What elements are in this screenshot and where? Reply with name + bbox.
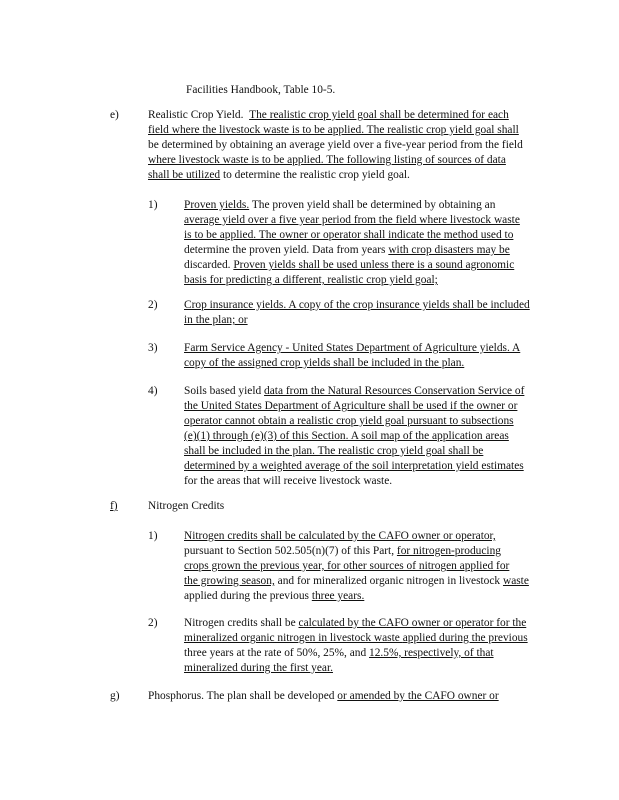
item-f2-text: three years at the rate of 50%, 25%, and xyxy=(184,647,370,659)
section-e-line-1 xyxy=(148,108,509,123)
item-f2-line: mineralized during the first year. xyxy=(184,662,333,674)
item-e4-line: determined by a weighted average of the soil interpretation yield estimates xyxy=(184,460,524,472)
item-e1-text: average yield over a five year period from the field where livestock waste xyxy=(184,214,520,226)
item-f2-text: mineralized organic nitrogen in livestock waste xyxy=(184,632,403,644)
item-e4-line: the United States Department of Agriculture shall be used if the owner or xyxy=(184,400,518,412)
item-e1-text: determine the proven yield. Data from years xyxy=(184,244,389,256)
section-f-title: Nitrogen Credits xyxy=(148,500,225,512)
item-f1-text: three years. xyxy=(311,590,365,602)
item-e1-text: Proven yields shall be used unless there is a sound agronomic xyxy=(233,259,515,271)
section-g-text: The plan shall be developed xyxy=(204,690,338,702)
item-e2-line: Crop insurance yields. A copy of the crop insurance yields shall be included xyxy=(184,299,530,311)
section-g-text: Phosphorus. xyxy=(148,690,205,702)
item-f1-line: Nitrogen credits shall be calculated by the CAFO owner or operator, xyxy=(184,530,496,542)
section-e-line-5 xyxy=(148,168,410,183)
section-g-line xyxy=(148,689,499,704)
item-e1-text: Proven yields. xyxy=(184,199,250,211)
item-f1-line: crops grown the previous year, for other sources of nitrogen applied for xyxy=(184,560,510,572)
section-e-text: to determine the realistic crop yield goal. xyxy=(220,169,410,181)
item-e1-line: is to be applied. The owner or operator shall indicate the method used to xyxy=(184,229,514,241)
section-e-title: Realistic Crop Yield. xyxy=(148,109,244,121)
continuation-line: Facilities Handbook, Table 10-5. xyxy=(186,84,336,96)
section-e-text: The realistic crop yield goal shall be determined for each xyxy=(249,109,509,121)
item-e3-line: copy of the assigned crop yields shall be included in the plan. xyxy=(184,357,465,369)
item-f1-text: and for mineralized organic nitrogen in livestock xyxy=(274,575,503,587)
item-e4-text: Soils based yield xyxy=(184,385,265,397)
section-e-line-3 xyxy=(148,138,523,153)
item-e4-line: operator cannot obtain a realistic crop yield goal pursuant to subsections xyxy=(184,415,514,427)
item-f2-line xyxy=(184,646,494,661)
item-f2-line xyxy=(184,616,526,631)
item-e1-line xyxy=(184,243,510,258)
item-e1-marker: 1) xyxy=(148,199,158,211)
item-f1-text: the growing season, xyxy=(184,575,275,587)
item-e1-line: basis for predicting a different, realistic crop yield goal; xyxy=(184,274,438,286)
item-f1-text: applied during the previous xyxy=(184,590,312,602)
item-f1-line xyxy=(184,544,501,559)
item-e4-line: shall be included in the plan. The realistic crop yield goal shall be xyxy=(184,445,484,457)
item-f1-text: waste xyxy=(502,575,529,587)
item-f2-text: applied during the previous xyxy=(402,632,528,644)
section-g-text: or amended by the CAFO owner or xyxy=(337,690,499,702)
item-e1-text: discarded. xyxy=(184,259,234,271)
item-f2-text: calculated by the CAFO owner or operator for the xyxy=(298,617,527,629)
item-e1-line xyxy=(184,258,514,273)
section-g-marker: g) xyxy=(110,690,120,702)
item-f2-text: Nitrogen credits shall be xyxy=(184,617,299,629)
section-e-text: shall be utilized xyxy=(148,169,221,181)
item-e4-marker: 4) xyxy=(148,385,158,397)
item-e4-line: (e)(1) through (e)(3) of this Section. A soil map of the application areas xyxy=(184,430,509,442)
section-e-text: be determined by obtaining an average yield over a five-year period from the field xyxy=(148,139,523,151)
item-e3-line: Farm Service Agency - United States Department of Agriculture yields. A xyxy=(184,342,521,354)
item-e4-line xyxy=(184,384,524,399)
item-e1-text: The proven yield shall be determined by obtaining an xyxy=(249,199,496,211)
item-e2-line: in the plan; or xyxy=(184,314,248,326)
item-f1-line xyxy=(184,574,529,589)
item-f2-line xyxy=(184,631,528,646)
item-e4-text: data from the Natural Resources Conservation Service of xyxy=(264,385,525,397)
item-f1-marker: 1) xyxy=(148,530,158,542)
item-e1-text: with crop disasters may be xyxy=(388,244,510,256)
item-f1-line xyxy=(184,589,364,604)
item-e1-line xyxy=(184,213,520,228)
section-f-marker: f) xyxy=(110,500,118,512)
item-e1-line xyxy=(184,198,495,213)
item-e3-marker: 3) xyxy=(148,342,158,354)
item-e2-marker: 2) xyxy=(148,299,158,311)
item-f1-text: pursuant to Section 502.505(n)(7) of this Part, xyxy=(184,545,397,557)
item-f1-text: for nitrogen-producing xyxy=(396,545,501,557)
section-e-line-4: where livestock waste is to be applied. The following listing of sources of data xyxy=(148,154,506,166)
item-f2-marker: 2) xyxy=(148,617,158,629)
item-e4-line: for the areas that will receive livestock waste. xyxy=(184,475,393,487)
section-e-line-2: field where the livestock waste is to be applied. The realistic crop yield goal shall xyxy=(148,124,519,136)
item-f2-text: 12.5%, respectively, of that xyxy=(369,647,494,659)
section-e-marker: e) xyxy=(110,109,119,121)
